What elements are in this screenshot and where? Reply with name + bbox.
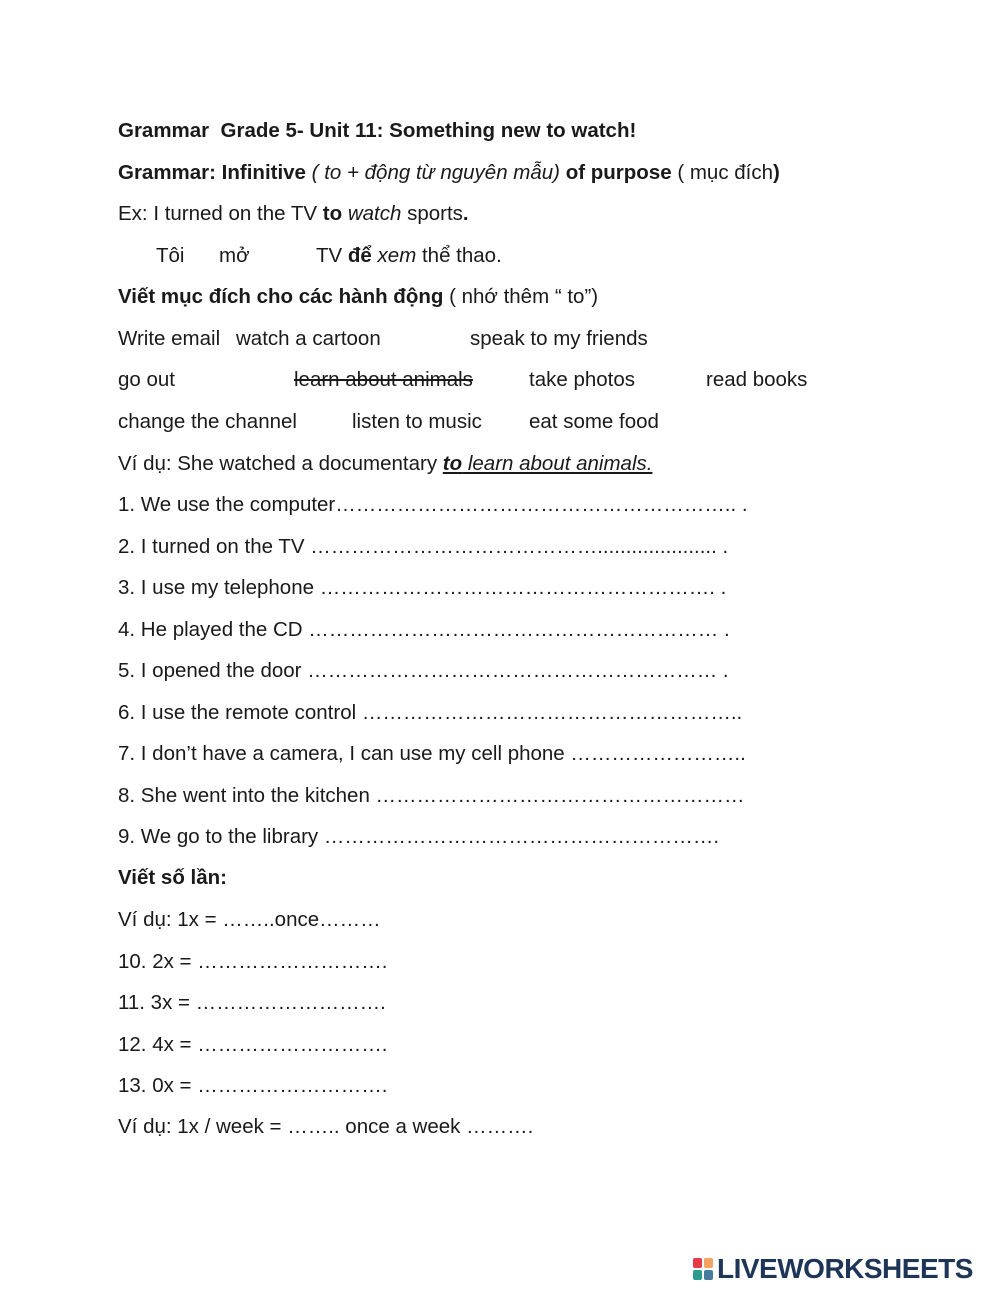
translation-de: để — [347, 244, 372, 267]
grammar-rule — [118, 161, 780, 185]
purpose-example — [118, 452, 652, 476]
section1-heading: Viết mục đích cho các hành động — [118, 285, 444, 308]
purpose-example-rest: learn about animals. — [462, 452, 653, 475]
liveworksheets-brand: LIVEWORKSHEETS — [717, 1253, 973, 1284]
word-bank-item: speak to my friends — [470, 327, 648, 350]
question-item[interactable]: 7. I don’t have a camera, I can use my cell phone …………………….. — [118, 742, 746, 765]
frequency-item[interactable]: 11. 3x = ………………………. — [118, 991, 386, 1014]
word-bank-item: eat some food — [529, 410, 659, 433]
question-item[interactable]: 1. We use the computer………………………………………………….. . — [118, 493, 748, 516]
grammar-meaning: ( mục đích — [677, 161, 774, 184]
logo-square-icon — [704, 1258, 713, 1268]
question-item[interactable]: 4. He played the CD …………………………………………………… . — [118, 618, 730, 641]
logo-square-icon — [693, 1258, 702, 1268]
translation-tv: TV — [316, 244, 343, 267]
word-bank-item: listen to music — [352, 410, 482, 433]
word-bank-item: go out — [118, 368, 175, 391]
question-item[interactable]: 6. I use the remote control ……………………………………………….. — [118, 701, 743, 724]
frequency-item[interactable]: 10. 2x = ………………………. — [118, 950, 388, 973]
word-bank-item: read books — [706, 368, 808, 391]
grammar-of-purpose: of purpose — [565, 161, 672, 184]
liveworksheets-icon — [693, 1258, 713, 1280]
question-item[interactable]: 9. We go to the library …………………………………………………. — [118, 825, 720, 848]
grammar-formula: ( to + động từ nguyên mẫu) — [311, 161, 560, 184]
example-prefix: Ex: I turned on the TV — [118, 202, 323, 225]
example-period: . — [462, 202, 469, 225]
translation-rest: thể thao. — [421, 244, 502, 267]
question-item[interactable]: 8. She went into the kitchen ……………………………………………… — [118, 784, 745, 807]
logo-square-icon — [693, 1270, 702, 1280]
frequency-item[interactable]: 12. 4x = ………………………. — [118, 1033, 388, 1056]
example-watch: watch — [347, 202, 402, 225]
section1-note: ( nhớ thêm “ to”) — [443, 285, 599, 308]
section2-example: Ví dụ: 1x = ……..once……… — [118, 908, 381, 931]
grammar-label: Grammar: Infinitive — [118, 161, 306, 184]
example-to: to — [322, 202, 343, 225]
word-bank-item-used: learn about animals — [294, 368, 473, 391]
section1-heading-line — [118, 285, 598, 309]
word-bank-item: take photos — [529, 368, 635, 391]
translation-phrase — [316, 244, 502, 268]
question-item[interactable]: 5. I opened the door …………………………………………………… . — [118, 659, 729, 682]
word-bank-item: change the channel — [118, 410, 297, 433]
frequency-item[interactable]: 13. 0x = ………………………. — [118, 1074, 388, 1097]
liveworksheets-logo — [693, 1254, 993, 1284]
translation-mo: mở — [219, 244, 250, 267]
word-bank-item: watch a cartoon — [236, 327, 381, 350]
section2-heading: Viết số lần: — [118, 866, 227, 889]
purpose-example-to: to — [442, 452, 463, 475]
translation-xem: xem — [377, 244, 417, 267]
question-item[interactable]: 3. I use my telephone …………………………………………………. . — [118, 576, 727, 599]
page-title: Grammar Grade 5- Unit 11: Something new to watch! — [118, 119, 637, 142]
purpose-example-prefix: Ví dụ: She watched a documentary — [118, 452, 443, 475]
example-sentence — [118, 202, 469, 226]
section2-example-week: Ví dụ: 1x / week = …….. once a week ………. — [118, 1115, 534, 1138]
example-sports: sports — [401, 202, 463, 225]
translation-toi: Tôi — [156, 244, 185, 267]
grammar-close-paren: ) — [773, 161, 780, 184]
word-bank-item: Write email — [118, 327, 221, 350]
question-item[interactable]: 2. I turned on the TV ……………………………………..................... . — [118, 535, 729, 558]
logo-square-icon — [704, 1270, 713, 1280]
